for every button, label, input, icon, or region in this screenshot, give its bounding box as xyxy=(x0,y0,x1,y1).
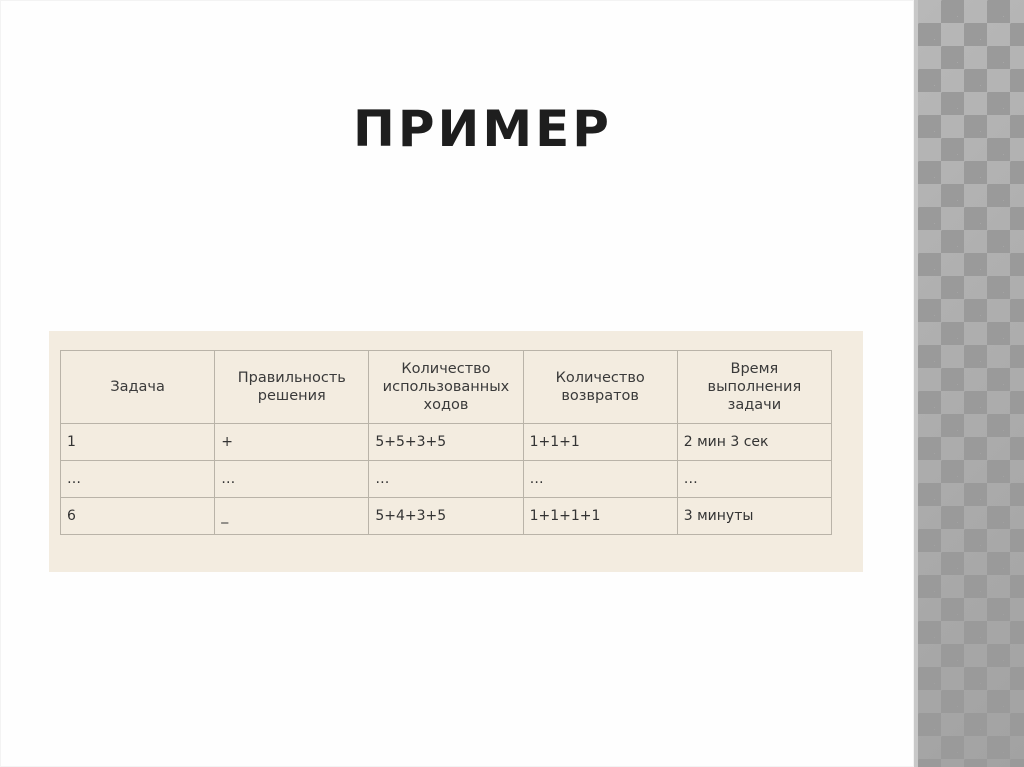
header-returns-count: Количество возвратов xyxy=(523,351,677,424)
table-cell: 1+1+1 xyxy=(523,424,677,461)
header-correctness: Правильность решения xyxy=(215,351,369,424)
table-cell: 5+5+3+5 xyxy=(369,424,523,461)
table-cell: … xyxy=(523,461,677,498)
table-cell: 2 мин 3 сек xyxy=(677,424,831,461)
slide-title: ПРИМЕР xyxy=(353,100,612,158)
table-cell: … xyxy=(215,461,369,498)
header-completion-time: Время выполнения задачи xyxy=(677,351,831,424)
table-cell: 5+4+3+5 xyxy=(369,498,523,535)
table-cell: … xyxy=(677,461,831,498)
header-task: Задача xyxy=(61,351,215,424)
table-panel xyxy=(49,331,863,572)
table-cell: … xyxy=(61,461,215,498)
table-header-row xyxy=(61,351,832,424)
table-cell: 3 минуты xyxy=(677,498,831,535)
table-row xyxy=(61,498,832,535)
table-cell: + xyxy=(215,424,369,461)
table-cell: 1+1+1+1 xyxy=(523,498,677,535)
table-row xyxy=(61,424,832,461)
data-table xyxy=(60,350,832,535)
table-cell: 1 xyxy=(61,424,215,461)
header-moves-count: Количество использованных ходов xyxy=(369,351,523,424)
table-cell: _ xyxy=(215,498,369,535)
table-row xyxy=(61,461,832,498)
decorative-side-pattern xyxy=(914,0,1024,767)
table-cell: … xyxy=(369,461,523,498)
table-cell: 6 xyxy=(61,498,215,535)
